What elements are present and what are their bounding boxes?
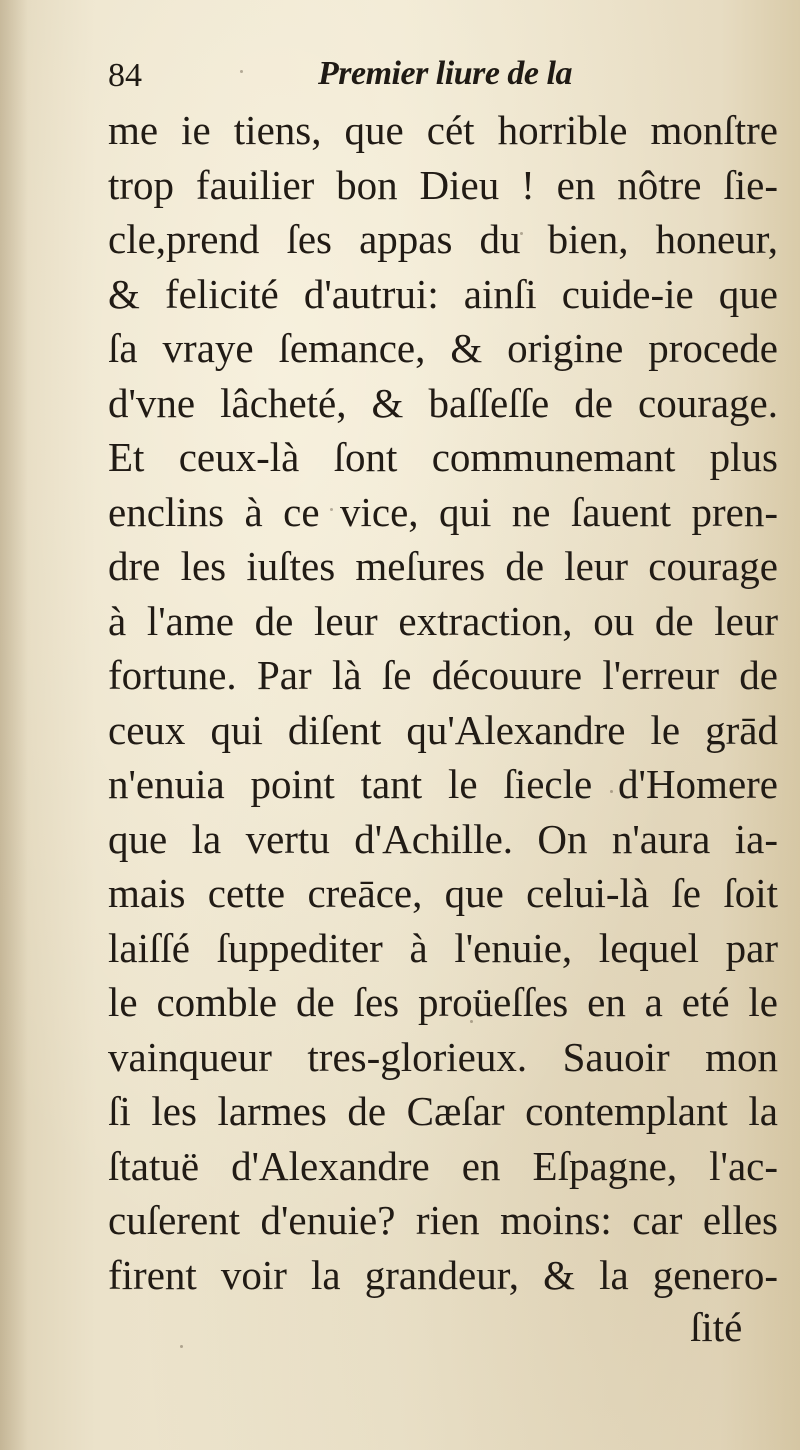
text-line: d'vne lâcheté, & baſſeſſe de courage. (108, 379, 778, 426)
paper-speck (610, 790, 613, 793)
text-line: firent voir la grandeur, & la genero- (108, 1251, 778, 1298)
text-line: vainqueur tres-glorieux. Sauoir mon (108, 1033, 778, 1080)
text-line: à l'ame de leur extraction, ou de leur (108, 597, 778, 644)
text-line: Et ceux-là ſont communemant plus (108, 434, 778, 480)
text-line: mais cette creāce, que celui-là ſe ſoit (108, 870, 778, 916)
paper-speck (180, 1345, 183, 1348)
text-line: dre les iuſtes meſures de leur courage (108, 543, 778, 589)
text-line: fortune. Par là ſe découure l'erreur de (108, 652, 778, 698)
paper-speck (470, 1020, 473, 1023)
text-line: cle,prend ſes appas du bien, honeur, (108, 216, 778, 262)
paper-speck (520, 232, 523, 235)
catchword: ſité (690, 1304, 743, 1350)
page-number: 84 (108, 57, 142, 94)
text-line: trop fauilier bon Dieu ! en nôtre ſie- (108, 161, 778, 208)
text-line: & felicité d'autrui: ainſi cuide-ie que (108, 270, 778, 317)
text-line: ſi les larmes de Cæſar contemplant la (108, 1088, 778, 1134)
text-line: le comble de ſes proüeſſes en a eté le (108, 979, 778, 1025)
text-line: laiſſé ſuppediter à l'enuie, lequel par (108, 924, 778, 971)
text-line: ſa vraye ſemance, & origine procede (108, 325, 778, 371)
text-line: ceux qui diſent qu'Alexandre le grād (108, 706, 778, 753)
running-head: Premier liure de la (318, 55, 572, 92)
paper-speck (240, 70, 243, 73)
body-text (108, 103, 778, 1302)
text-line: ſtatuë d'Alexandre en Eſpagne, l'ac- (108, 1142, 778, 1189)
text-line: me ie tiens, que cét horrible monſtre (108, 107, 778, 153)
text-line: que la vertu d'Achille. On n'aura ia- (108, 815, 778, 862)
page-header (108, 52, 708, 104)
text-line: cuſerent d'enuie? rien moins: car elles (108, 1197, 778, 1243)
paper-speck (330, 508, 333, 511)
text-line: n'enuia point tant le ſiecle d'Homere (108, 761, 778, 807)
text-line: enclins à ce vice, qui ne ſauent pren- (108, 488, 778, 535)
